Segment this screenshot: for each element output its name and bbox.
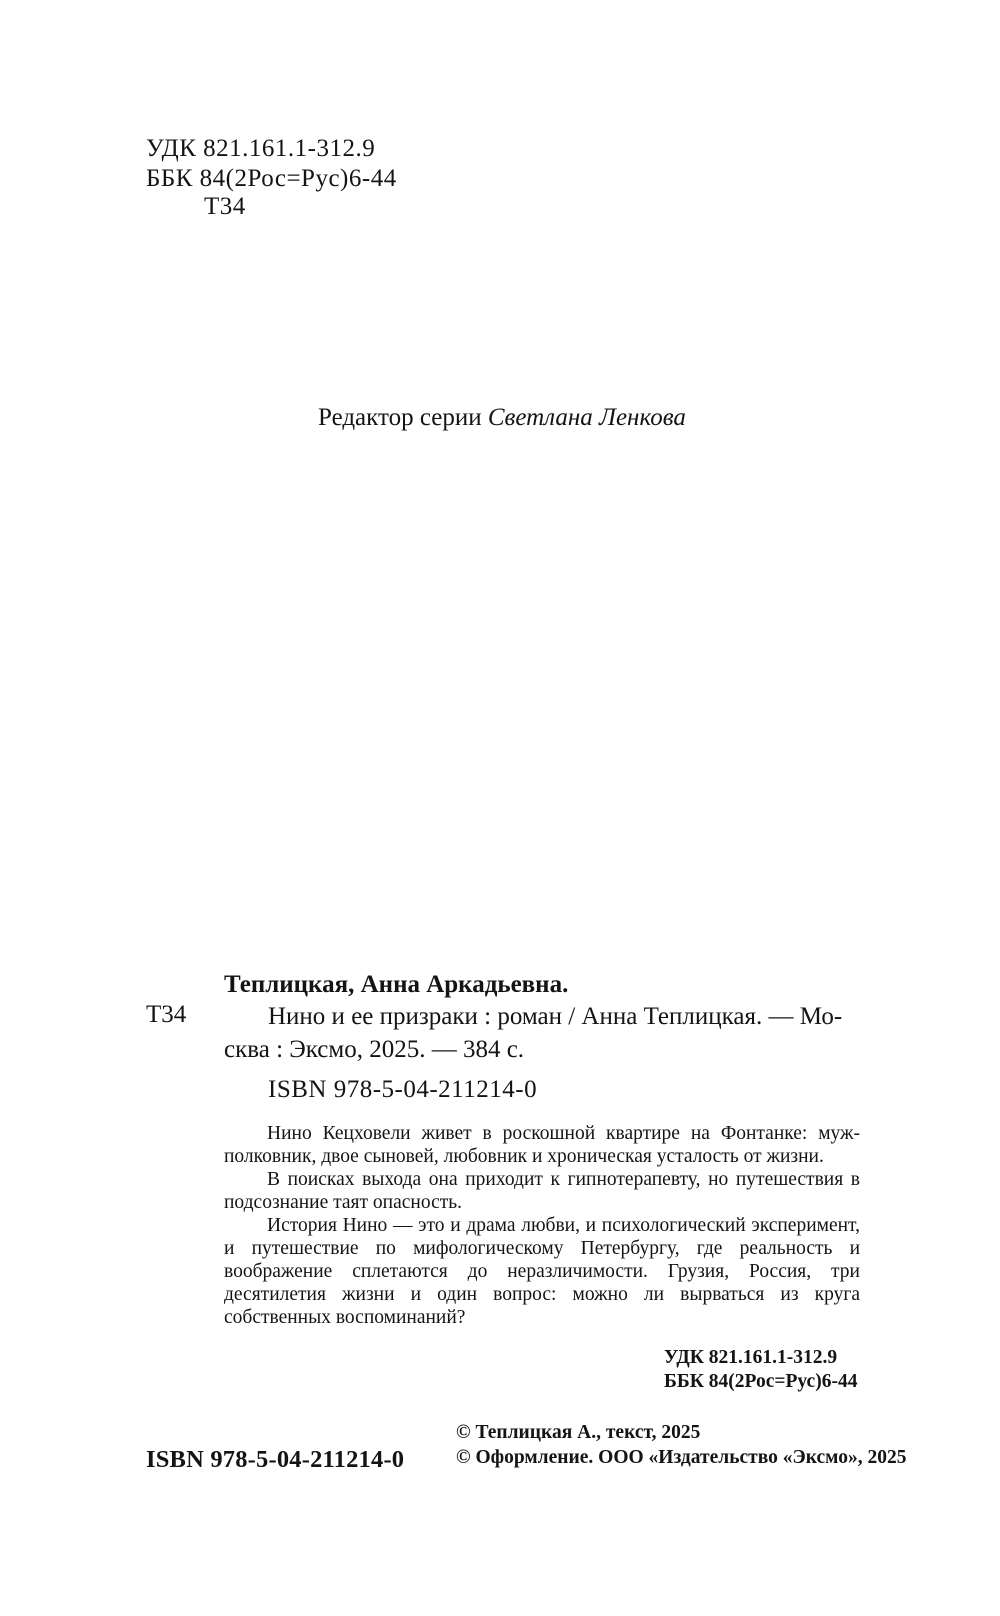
series-editor-label: Редактор серии	[318, 404, 482, 431]
series-editor-name: Светлана Ленкова	[487, 404, 686, 431]
bbk-top: ББК 84(2Рос=Рус)6-44	[146, 165, 397, 192]
card-description-line2: сква : Эксмо, 2025. — 384 с.	[224, 1036, 525, 1063]
card-author: Теплицкая, Анна Аркадьевна.	[224, 971, 569, 998]
annotation-paragraph: Нино Кецховели живет в роскошной квартире на Фонтанке: муж-полковник, двое сыновей, любовник и хроническая усталость от жизни.	[224, 1123, 860, 1167]
copyright-block	[456, 1420, 906, 1470]
copyright-design: © Оформление. ООО «Издательство «Эксмо», 2025	[456, 1447, 907, 1468]
copyright-text: © Теплицкая А., текст, 2025	[456, 1422, 701, 1443]
card-author-code: Т34	[146, 1001, 187, 1028]
annotation-paragraph: В поисках выхода она приходит к гипнотерапевту, но путешествия в подсознание таят опасность.	[224, 1169, 860, 1213]
card-annotation	[224, 1122, 860, 1329]
author-code-top: Т34	[204, 193, 246, 220]
series-editor	[318, 404, 686, 432]
card-isbn: ISBN 978-5-04-211214-0	[268, 1076, 538, 1103]
card-description-line1: Нино и ее призраки : роман / Анна Теплицкая. — Мо-	[268, 1003, 843, 1030]
footer-isbn: ISBN 978-5-04-211214-0	[146, 1446, 405, 1473]
card-classification	[664, 1346, 857, 1394]
card-bbk: ББК 84(2Рос=Рус)6-44	[664, 1371, 858, 1392]
card-udk: УДК 821.161.1-312.9	[664, 1347, 838, 1368]
annotation-paragraph: История Нино — это и драма любви, и психологический эксперимент, и путешествие по мифологическому Петербургу, где реальность и воображение сплетаются до неразличимости. Грузия, Россия, три десятилетия жизни и один вопрос: можно ли вырваться из круга собственных воспоминаний?	[224, 1215, 860, 1328]
udk-top: УДК 821.161.1-312.9	[146, 135, 376, 162]
